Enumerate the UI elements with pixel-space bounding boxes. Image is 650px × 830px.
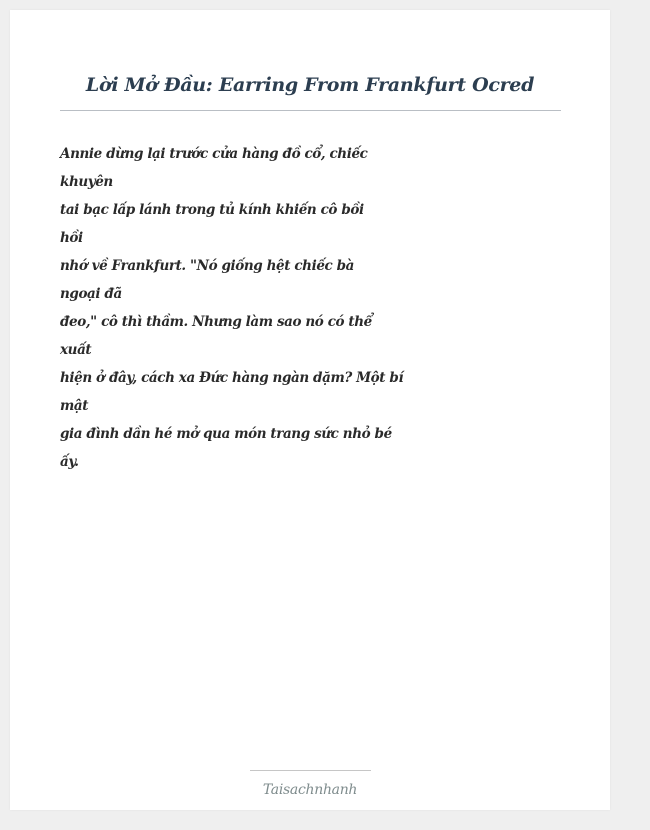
chapter-body xyxy=(60,140,404,476)
body-line: đeo," cô thì thầm. Nhưng làm sao nó có thể xyxy=(60,314,372,330)
body-line: tai bạc lấp lánh trong tủ kính khiến cô bồi xyxy=(60,202,364,218)
footer-credit: Taisachnhanh xyxy=(262,782,358,798)
chapter-title: Lời Mở Đầu: Earring From Frankfurt Ocred xyxy=(85,74,535,96)
body-line: ngoại đã xyxy=(60,286,122,302)
body-line: xuất xyxy=(60,342,92,358)
document-page xyxy=(10,10,610,810)
body-line: nhớ về Frankfurt. "Nó giống hệt chiếc bà xyxy=(60,258,355,274)
body-line: khuyên xyxy=(60,174,113,190)
body-line: ấy. xyxy=(60,454,79,470)
body-line: mật xyxy=(60,398,89,414)
footer-divider xyxy=(250,770,371,771)
body-line: Annie dừng lại trước cửa hàng đồ cổ, chiếc xyxy=(60,146,368,162)
body-line: hiện ở đây, cách xa Đức hàng ngàn dặm? Một bí xyxy=(60,370,404,386)
body-line: hồi xyxy=(60,230,83,246)
body-line: gia đình dần hé mở qua món trang sức nhỏ bé xyxy=(60,426,392,442)
title-divider xyxy=(60,110,561,111)
